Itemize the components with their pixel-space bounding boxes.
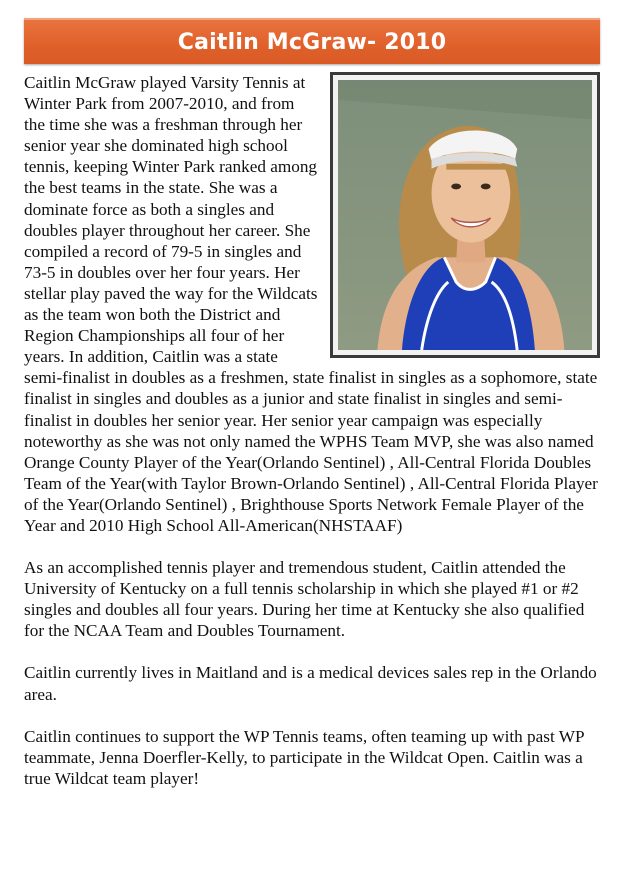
player-photo xyxy=(330,72,600,358)
paragraph-career: Caitlin McGraw played Varsity Tennis at Winter Park from 2007-2010, and from the time she was a freshman through her senior year she dominated high school tennis, keeping Winter Park ranked among the best teams in the state. She was a dominate force as both a singles and doubles player throughout her career. She compiled a record of 79-5 in singles and 73-5 in doubles over her four years. Her stellar play paved the way for the Wildcats as the team won both the District and Region Championships all four of her years. In addition, Caitlin was a state semi-finalist in doubles as a freshmen, state finalist in singles as a sophomore, state finalist in singles and doubles as a junior and state finalist in singles and semi-finalist in doubles her senior year. Her senior year campaign was especially noteworthy as she was not only named the WPHS Team MVP, she was also named Orange County Player of the Year(Orlando Sentinel) , All-Central Florida Doubles Team of the Year(with Taylor Brown-Orlando Sentinel) , All-Central Florida Player of the Year(Orlando Sentinel) , Brighthouse Sports Network Female Player of the Year and 2010 High School All-American(NHSTAAF) xyxy=(24,73,598,535)
paragraph-current: Caitlin currently lives in Maitland and is a medical devices sales rep in the Orlando area. xyxy=(24,663,597,704)
paragraph-support: Caitlin continues to support the WP Tennis teams, often teaming up with past WP teammate, Jenna Doerfler-Kelly, to participate in the Wildcat Open. Caitlin was a true Wildcat team player! xyxy=(24,726,584,788)
paragraph-college: As an accomplished tennis player and tremendous student, Caitlin attended the University of Kentucky on a full tennis scholarship in which she played #1 or #2 singles and doubles all four years. During her time at Kentucky she also qualified for the NCAA Team and Doubles Tournament. xyxy=(24,558,585,641)
page-title: Caitlin McGraw- 2010 xyxy=(177,29,447,55)
title-banner xyxy=(24,18,600,64)
player-photo-image xyxy=(338,80,592,350)
article-body xyxy=(24,72,600,810)
